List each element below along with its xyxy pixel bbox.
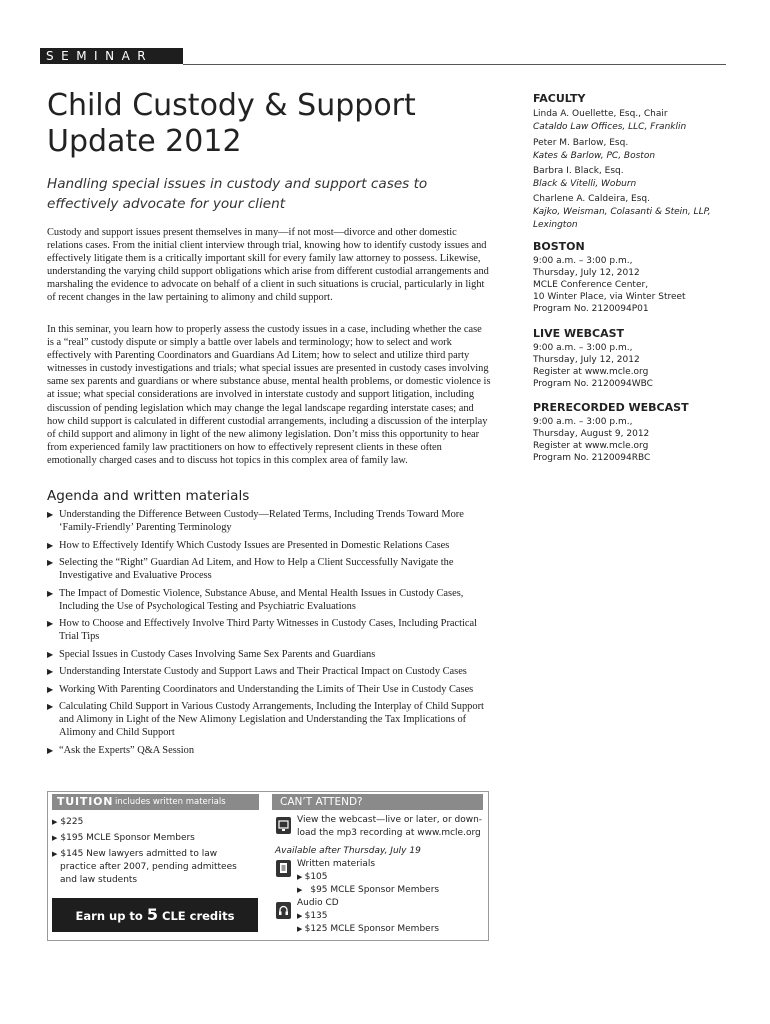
webcast-text-line1: View the webcast—live or later, or down- <box>297 815 483 825</box>
tuition-item: ▶ $195 MCLE Sponsor Members <box>52 833 195 843</box>
agenda-list <box>47 508 491 761</box>
credits-number: 5 <box>146 905 158 924</box>
audio-price: ▶ $135 <box>297 911 328 921</box>
faculty-name: Charlene A. Caldeira, Esq. <box>533 194 650 204</box>
faculty-name: Linda A. Ouellette, Esq., Chair <box>533 109 668 119</box>
session-line: 9:00 a.m. – 3:00 p.m., <box>533 343 633 353</box>
session-line: Program No. 2120094WBC <box>533 379 653 389</box>
document-icon <box>276 860 291 877</box>
written-price: ▶ $105 <box>297 872 328 882</box>
monitor-icon <box>276 817 291 834</box>
faculty-firm-cont: Lexington <box>533 220 578 230</box>
session-line: Thursday, August 9, 2012 <box>533 429 650 439</box>
triangle-bullet-icon: ▶ <box>52 850 58 858</box>
tuition-item-cont: practice after 2007, pending admittees <box>60 862 237 872</box>
faculty-firm: Kajko, Weisman, Colasanti & Stein, LLP, <box>533 207 711 217</box>
faculty-firm: Kates & Barlow, PC, Boston <box>533 151 656 161</box>
triangle-bullet-icon: ▶ <box>47 701 54 711</box>
credits-suffix: CLE credits <box>162 909 235 923</box>
session-heading-prerecorded: PRERECORDED WEBCAST <box>533 401 689 414</box>
agenda-item: ▶ How to Effectively Identify Which Custody Issues are Presented in Domestic Relations Cases <box>47 539 450 551</box>
triangle-bullet-icon: ▶ <box>297 886 305 894</box>
headphones-icon <box>276 902 291 919</box>
triangle-bullet-icon: ▶ <box>47 745 54 755</box>
faculty-firm: Black & Vitelli, Woburn <box>533 179 637 189</box>
page-title: Child Custody & Support Update 2012 <box>47 88 416 159</box>
agenda-item: ▶ Selecting the “Right” Guardian Ad Litem, and How to Help a Client Successfully Navigate the Investigative and Evaluative Process <box>47 556 454 582</box>
session-line: Thursday, July 12, 2012 <box>533 268 640 278</box>
triangle-bullet-icon: ▶ <box>52 818 58 826</box>
session-line: MCLE Conference Center, <box>533 280 649 290</box>
agenda-item: ▶ Understanding Interstate Custody and Support Laws and Their Practical Impact on Custody Cases <box>47 666 467 678</box>
session-line: Register at www.mcle.org <box>533 367 649 377</box>
tuition-item: ▶ $145 New lawyers admitted to law <box>52 849 218 859</box>
written-materials-label: Written materials <box>297 859 376 869</box>
tuition-item: ▶ $225 <box>52 817 84 827</box>
session-line: Thursday, July 12, 2012 <box>533 355 640 365</box>
intro-paragraph-1: Custody and support issues present themselves in many—if not most—divorce and other domestic relations cases. From the initial client interview through trial, knowing how to identify custody issues and effectively litigate them is a critically important skill for every family law attorney to possess. Likewise, understanding the varying child support obligations which arise from different custodial arrangements and marshaling the evidence to advocate on behalf of a client in such situations is crucial, particularly in light of recent changes in the law pertaining to alimony and child support. <box>47 227 489 304</box>
agenda-item: ▶ Calculating Child Support in Various Custody Arrangements, Including the Interplay of Child Support and Alimony in Light of the New Alimony Legislation and Understanding the Tax Implications of Alimony and Child Support <box>47 700 484 739</box>
session-heading-live-webcast: LIVE WEBCAST <box>533 327 625 340</box>
audio-member-price: ▶ $125 MCLE Sponsor Members <box>297 924 440 934</box>
webcast-text-line2: load the mp3 recording at www.mcle.org <box>297 828 481 838</box>
tuition-sublabel: includes written materials <box>115 797 226 807</box>
faculty-heading: FACULTY <box>533 92 586 105</box>
written-member-price: ▶ $95 MCLE Sponsor Members <box>297 885 440 895</box>
tuition-item-cont: and law students <box>60 875 138 885</box>
audio-cd-label: Audio CD <box>297 898 339 908</box>
session-line: Program No. 2120094RBC <box>533 453 651 463</box>
triangle-bullet-icon: ▶ <box>47 684 54 694</box>
triangle-bullet-icon: ▶ <box>297 925 305 933</box>
triangle-bullet-icon: ▶ <box>297 912 305 920</box>
agenda-item: ▶ Understanding the Difference Between Custody—Related Terms, Including Trends Toward More ‘Family-Friendly’ Parenting Terminology <box>47 509 464 534</box>
header-rule <box>183 64 726 65</box>
faculty-name: Barbra I. Black, Esq. <box>533 166 624 176</box>
triangle-bullet-icon: ▶ <box>47 588 54 598</box>
session-line: 10 Winter Place, via Winter Street <box>533 292 686 302</box>
credits-prefix: Earn up to <box>75 909 143 923</box>
triangle-bullet-icon: ▶ <box>52 834 58 842</box>
faculty-name: Peter M. Barlow, Esq. <box>533 138 629 148</box>
session-line: Program No. 2120094P01 <box>533 304 649 314</box>
agenda-item: ▶ “Ask the Experts” Q&A Session <box>47 744 195 756</box>
triangle-bullet-icon: ▶ <box>47 510 54 519</box>
triangle-bullet-icon: ▶ <box>297 873 305 881</box>
triangle-bullet-icon: ▶ <box>47 649 54 659</box>
agenda-item: ▶ How to Choose and Effectively Involve Third Party Witnesses in Custody Cases, Including Practical Trial Tips <box>47 618 478 643</box>
session-line: 9:00 a.m. – 3:00 p.m., <box>533 256 633 266</box>
tuition-label: TUITION <box>57 795 114 808</box>
cle-credits-banner <box>52 898 258 932</box>
cant-attend-label: CAN’T ATTEND? <box>280 796 363 808</box>
agenda-item: ▶ Special Issues in Custody Cases Involving Same Sex Parents and Guardians <box>47 648 376 660</box>
triangle-bullet-icon: ▶ <box>47 540 54 550</box>
agenda-heading: Agenda and written materials <box>47 488 250 504</box>
faculty-firm: Cataldo Law Offices, LLC, Franklin <box>533 122 687 132</box>
session-line: 9:00 a.m. – 3:00 p.m., <box>533 417 633 427</box>
triangle-bullet-icon: ▶ <box>47 667 54 677</box>
intro-paragraph-2: In this seminar, you learn how to properly assess the custody issues in a case, including whether the case is a “real” custody dispute or simply a battle over labels and terminology; how to select and work effectively with Parenting Coordinators and Guardians Ad Litem; how to select and utilize third party witnesses in custody investigations and trials; what special issues are presented in custody cases involving same sex parents and guardians or where substance abuse, mental health problems, or domestic violence is at issue; what special considerations are involved in interstate custody and support litigation, including discussion of pending legislation which may change the legal landscape regarding interstate cases; and how child support is calculated in different custodial arrangements, including a discussion of the interplay of child support and alimony in light of the new alimony legislation. Don’t miss this opportunity to hear from experienced family law practitioners on how to effectively represent clients in these often emotionally charged cases and to discuss hot topics in this complex area of family law. <box>47 324 491 466</box>
available-date: Available after Thursday, July 19 <box>275 846 421 856</box>
subtitle: Handling special issues in custody and support cases to effectively advocate for your client <box>47 176 428 212</box>
triangle-bullet-icon: ▶ <box>47 557 54 567</box>
agenda-item: ▶ The Impact of Domestic Violence, Substance Abuse, and Mental Health Issues in Custody Cases, Including the Use of Psychological Testing and Psychiatric Evaluations <box>47 587 464 612</box>
session-line: Register at www.mcle.org <box>533 441 649 451</box>
triangle-bullet-icon: ▶ <box>47 619 54 629</box>
agenda-item: ▶ Working With Parenting Coordinators and Understanding the Limits of Their Use in Custody Cases <box>47 683 474 695</box>
seminar-label: SEMINAR <box>46 49 154 63</box>
session-heading-boston: BOSTON <box>533 240 585 253</box>
